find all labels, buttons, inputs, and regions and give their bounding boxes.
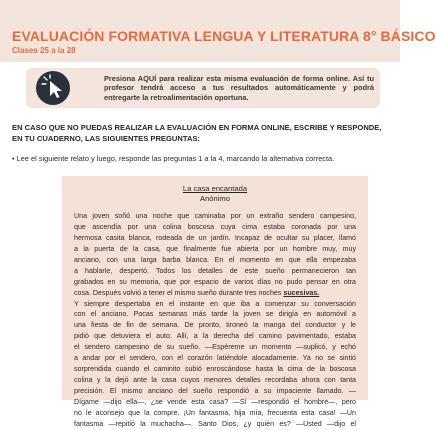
story-line: a la puerta de la casa, que finalmente fue abierta por un hombre muy, muy	[74, 244, 356, 253]
online-instructions-text: Presiona AQUÍ para realizar esta misma evaluación de forma online. Así tu profesor tendrá acceso a tus resultados automáticamente y podrá entregarte la retroalimentación oportuna.	[104, 74, 374, 102]
story-line: Una joven soñó una noche que caminaba por un extraño sendero campesino,	[74, 212, 356, 220]
story-line: grabados en su memoria, que por espacio de varios días no pudo pensar en otra	[74, 277, 356, 286]
page-title: EVALUACIÓN FORMATIVA LENGUA Y LITERATURA 8° BÁSICO	[12, 28, 436, 44]
story-line: Dígame —dijo ella—, ¿se vende esta casa? —Sí —respondió el hombre—, pero	[74, 397, 356, 406]
story-line: fantasma —repitió la muchacha—. Santo Dios, ¿y quién es? —Usted —dijo el	[74, 419, 356, 428]
story-line: el sendero campesino de su sueño. —Espéreme un momento —suplicó, y echó	[74, 343, 356, 352]
header-banner	[0, 0, 436, 62]
story-line: hermosa casita blanca, rodeada de un jardín. Incapaz de ocultar su placer, llamó	[74, 233, 356, 242]
story-line: precisión. El mismo anciano del sueño respondió a su impaciente llamado. —	[74, 387, 356, 395]
reading-instruction: • Lee el siguiente relato y luego, responde las preguntas 1 a la 4, marcando la alternativa correcta.	[12, 154, 335, 163]
story-line: no le aconsejo que la compre. ¡Un fantasma, hija mía, frecuenta esta casa! —Un	[74, 408, 356, 417]
offline-instructions: EN CASO QUE NO PUEDAS REALIZAR LA EVALUACIÓN EN FORMA ONLINE, ESCRIBE Y RESPONDE, EN TU CUADERNO, LAS SIGUIENTES PREGUNTAS:	[12, 123, 382, 143]
story-line: anciano, con una larga barba blanca. En el momento en que ella empezaba	[74, 255, 356, 264]
story-line: con el anciano. Pocas semanas más tarde la joven se dirigía en automóvil a	[74, 310, 356, 319]
story-box	[62, 176, 368, 428]
story-title: La casa encantada	[182, 184, 248, 193]
story-author: Anónimo	[200, 194, 230, 203]
story-line: cosa. Después volvió a tener el mismo sueño durante tres noches sucesivas.	[74, 288, 320, 297]
underlined-word: sucesivas.	[283, 288, 320, 297]
page-subtitle: Clases 25 a la 28	[12, 46, 76, 55]
cursor-click-icon[interactable]	[36, 71, 70, 105]
story-line: pidió que detuviera el auto. Allí, a la derecha del camino pavimentado, estaba	[74, 332, 356, 341]
story-line: a hablarle, despertó. Todos los detalles de este sueño permanecieron tan	[74, 266, 356, 275]
story-line: que ascendía por una colina boscosa cuya cima estaba coronada por una	[74, 222, 356, 231]
story-line: colina y la dejó ante la casa cuyos menores detalles recordaba ahora con tanta	[74, 376, 356, 385]
story-line: una fiesta de fin de semana. De pronto, tironeó la manga del conductor y le	[74, 321, 356, 330]
story-line: a andar por el sendero, con el corazón latiéndole alocadamente. Ya no se sintió	[74, 354, 356, 363]
online-evaluation-box[interactable]	[26, 68, 380, 108]
story-line: sorprendida cuando el caminito subió enroscándose hasta la cima de la boscosa	[74, 365, 356, 374]
story-text	[74, 211, 356, 430]
story-line: Y siempre despertaba en el instante en que iba a comenzar su conversación	[74, 299, 356, 308]
